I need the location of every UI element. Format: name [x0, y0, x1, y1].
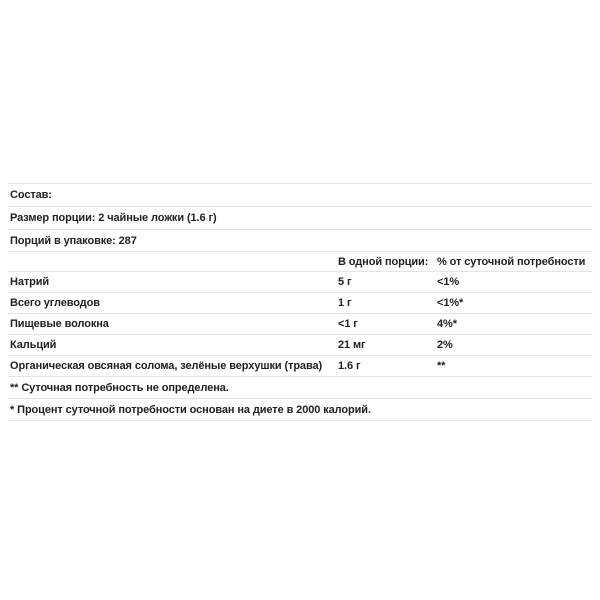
footnote-row [8, 377, 592, 399]
nutrient-amount: <1 г [338, 318, 358, 330]
table-header-row [8, 252, 592, 272]
nutrient-name: Кальций [10, 339, 57, 351]
nutrient-name: Пищевые волокна [10, 318, 109, 330]
nutrient-name: Всего углеводов [10, 297, 100, 309]
table-row [8, 356, 592, 377]
nutrient-name: Органическая овсяная солома, зелёные верхушки (трава) [10, 360, 323, 372]
footnote-daily-value-undetermined: ** Суточная потребность не определена. [10, 381, 229, 394]
nutrient-daily-value: 2% [437, 339, 453, 351]
supplement-facts-panel [8, 183, 592, 421]
nutrient-daily-value: 4%* [437, 318, 457, 330]
composition-label: Состав: [10, 189, 52, 201]
nutrient-daily-value: <1%* [437, 297, 464, 309]
nutrient-amount: 21 мг [338, 339, 366, 351]
footnote-percent-daily-value: * Процент суточной потребности основан на диете в 2000 калорий. [10, 403, 371, 416]
serving-size-row [8, 207, 592, 230]
nutrient-daily-value: ** [437, 360, 446, 372]
table-row [8, 272, 592, 293]
nutrient-amount: 1 г [338, 297, 352, 309]
nutrient-amount: 1.6 г [338, 360, 361, 372]
column-header-daily-value: % от суточной потребности [437, 255, 586, 268]
table-row [8, 293, 592, 314]
composition-row [8, 184, 592, 207]
table-row [8, 335, 592, 356]
nutrient-amount: 5 г [338, 276, 352, 288]
servings-per-container-label: Порций в упаковке: 287 [10, 234, 137, 247]
column-header-per-serving: В одной порции: [338, 255, 429, 268]
serving-size-label: Размер порции: 2 чайные ложки (1.6 г) [10, 212, 217, 224]
servings-per-container-row [8, 230, 592, 252]
footnote-row [8, 399, 592, 421]
table-row [8, 314, 592, 335]
nutrient-name: Натрий [10, 276, 50, 288]
nutrient-daily-value: <1% [437, 276, 460, 288]
